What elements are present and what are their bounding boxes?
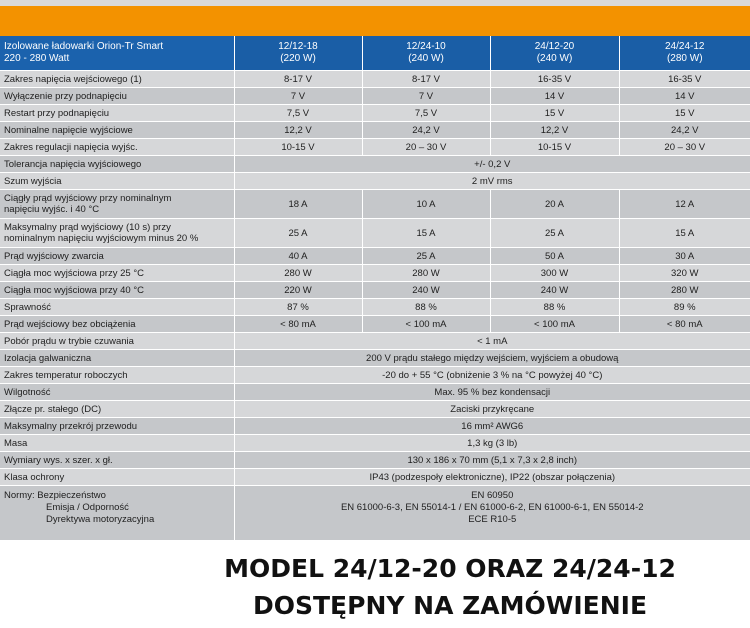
cell-value: 89 %: [619, 299, 750, 316]
table-row: [0, 190, 750, 219]
cell-value: 15 A: [619, 219, 750, 248]
row-label: Wyłączenie przy podnapięciu: [0, 88, 234, 105]
row-label: Sprawność: [0, 299, 234, 316]
table-row: [0, 435, 750, 452]
table-row: [0, 418, 750, 435]
cell-value: 24,2 V: [362, 122, 490, 139]
table-row: [0, 384, 750, 401]
row-label: Zakres temperatur roboczych: [0, 367, 234, 384]
cell-value: 280 W: [619, 282, 750, 299]
cell-value: < 100 mA: [362, 316, 490, 333]
row-label: Szum wyjścia: [0, 173, 234, 190]
cell-value: 20 – 30 V: [619, 139, 750, 156]
table-row: [0, 88, 750, 105]
spanned-value: 2 mV rms: [234, 173, 750, 190]
spanned-value: +/- 0,2 V: [234, 156, 750, 173]
standards-label: Normy: Bezpieczeństwo: [4, 490, 106, 501]
row-label: [0, 190, 234, 219]
row-label: Pobór prądu w trybie czuwania: [0, 333, 234, 350]
spanned-value: Max. 95 % bez kondensacji: [234, 384, 750, 401]
notice-line2: DOSTĘPNY NA ZAMÓWIENIE: [252, 591, 648, 620]
row-label: Klasa ochrony: [0, 469, 234, 486]
spanned-value: [234, 486, 750, 541]
standards-label: Emisja / Odporność: [46, 502, 129, 513]
cell-value: 25 A: [490, 219, 619, 248]
row-label: Prąd wejściowy bez obciążenia: [0, 316, 234, 333]
model-header: [619, 36, 750, 71]
table-row: [0, 282, 750, 299]
model-power: (220 W): [280, 53, 316, 64]
model-name: 24/24-12: [665, 41, 705, 52]
spanned-value: 1,3 kg (3 lb): [234, 435, 750, 452]
row-label-line2: nominalnym napięciu wyjściowym minus 20 %: [4, 233, 199, 244]
standards-value: EN 61000-6-3, EN 55014-1 / EN 61000-6-2, EN 61000-6-1, EN 55014-2: [340, 502, 644, 513]
cell-value: 240 W: [362, 282, 490, 299]
spanned-value: 16 mm² AWG6: [234, 418, 750, 435]
cell-value: 15 A: [362, 219, 490, 248]
spanned-value: 200 V prądu stałego między wejściem, wyjściem a obudową: [234, 350, 750, 367]
row-label: [0, 219, 234, 248]
table-row: [0, 452, 750, 469]
table-row: [0, 316, 750, 333]
table-header-row: [0, 36, 750, 71]
row-label: [0, 486, 234, 541]
cell-value: 280 W: [362, 265, 490, 282]
cell-value: 50 A: [490, 248, 619, 265]
model-header: [490, 36, 619, 71]
standards-label: Dyrektywa motoryzacyjna: [46, 514, 155, 525]
row-label-line1: Ciągły prąd wyjściowy przy nominalnym: [4, 193, 172, 204]
cell-value: 87 %: [234, 299, 362, 316]
cell-value: 15 V: [619, 105, 750, 122]
cell-value: 10-15 V: [234, 139, 362, 156]
table-row: [0, 333, 750, 350]
cell-value: 7 V: [234, 88, 362, 105]
cell-value: 16-35 V: [619, 71, 750, 88]
row-label-line2: napięciu wyjśc. i 40 °C: [4, 204, 100, 215]
table-row: [0, 265, 750, 282]
model-power: (240 W): [408, 53, 444, 64]
cell-value: 10 A: [362, 190, 490, 219]
spanned-value: IP43 (podzespoły elektroniczne), IP22 (obszar połączenia): [234, 469, 750, 486]
cell-value: < 100 mA: [490, 316, 619, 333]
availability-notice: [180, 550, 720, 624]
cell-value: 7,5 V: [362, 105, 490, 122]
table-row: [0, 219, 750, 248]
cell-value: 16-35 V: [490, 71, 619, 88]
cell-value: 30 A: [619, 248, 750, 265]
cell-value: 300 W: [490, 265, 619, 282]
model-name: 12/12-18: [278, 41, 318, 52]
cell-value: 14 V: [619, 88, 750, 105]
table-row: [0, 486, 750, 541]
row-label-line1: Maksymalny prąd wyjściowy (10 s) przy: [4, 222, 171, 233]
notice-line1: MODEL 24/12-20 ORAZ 24/24-12: [224, 554, 676, 583]
table-row: [0, 173, 750, 190]
cell-value: < 80 mA: [619, 316, 750, 333]
orange-banner: [0, 6, 750, 36]
model-header: [234, 36, 362, 71]
spanned-value: -20 do + 55 °C (obniżenie 3 % na °C powyżej 40 °C): [234, 367, 750, 384]
table-row: [0, 350, 750, 367]
row-label: Maksymalny przekrój przewodu: [0, 418, 234, 435]
cell-value: 25 A: [234, 219, 362, 248]
model-power: (280 W): [666, 53, 703, 64]
cell-value: 12 A: [619, 190, 750, 219]
row-label: Ciągła moc wyjściowa przy 25 °C: [0, 265, 234, 282]
row-label: Masa: [0, 435, 234, 452]
table-title-line1: Izolowane ładowarki Orion-Tr Smart: [4, 41, 164, 52]
table-row: [0, 122, 750, 139]
spanned-value: 130 x 186 x 70 mm (5,1 x 7,3 x 2,8 inch): [234, 452, 750, 469]
cell-value: 24,2 V: [619, 122, 750, 139]
table-row: [0, 299, 750, 316]
row-label: Złącze pr. stałego (DC): [0, 401, 234, 418]
row-label: Wymiary wys. x szer. x gł.: [0, 452, 234, 469]
spanned-value: Zaciski przykręcane: [234, 401, 750, 418]
model-name: 24/12-20: [534, 41, 575, 52]
cell-value: 8-17 V: [234, 71, 362, 88]
standards-value: EN 60950: [471, 490, 514, 501]
cell-value: 20 – 30 V: [362, 139, 490, 156]
cell-value: < 80 mA: [234, 316, 362, 333]
cell-value: 40 A: [234, 248, 362, 265]
table-row: [0, 105, 750, 122]
cell-value: 18 A: [234, 190, 362, 219]
cell-value: 7,5 V: [234, 105, 362, 122]
table-title: [0, 36, 234, 71]
cell-value: 320 W: [619, 265, 750, 282]
cell-value: 10-15 V: [490, 139, 619, 156]
cell-value: 12,2 V: [234, 122, 362, 139]
table-row: [0, 401, 750, 418]
row-label: Izolacja galwaniczna: [0, 350, 234, 367]
cell-value: 8-17 V: [362, 71, 490, 88]
spec-table: [0, 36, 750, 540]
model-header: [362, 36, 490, 71]
cell-value: 15 V: [490, 105, 619, 122]
spanned-value: < 1 mA: [234, 333, 750, 350]
cell-value: 7 V: [362, 88, 490, 105]
table-title-line2: 220 - 280 Watt: [4, 53, 70, 64]
table-row: [0, 156, 750, 173]
row-label: Wilgotność: [0, 384, 234, 401]
cell-value: 280 W: [234, 265, 362, 282]
row-label: Ciągła moc wyjściowa przy 40 °C: [0, 282, 234, 299]
row-label: Nominalne napięcie wyjściowe: [0, 122, 234, 139]
table-row: [0, 248, 750, 265]
table-row: [0, 469, 750, 486]
row-label: Tolerancja napięcia wyjściowego: [0, 156, 234, 173]
model-name: 12/24-10: [406, 41, 446, 52]
cell-value: 88 %: [362, 299, 490, 316]
cell-value: 20 A: [490, 190, 619, 219]
row-label: Zakres regulacji napięcia wyjśc.: [0, 139, 234, 156]
row-label: Zakres napięcia wejściowego (1): [0, 71, 234, 88]
cell-value: 14 V: [490, 88, 619, 105]
table-row: [0, 71, 750, 88]
row-label: Restart przy podnapięciu: [0, 105, 234, 122]
cell-value: 88 %: [490, 299, 619, 316]
row-label: Prąd wyjściowy zwarcia: [0, 248, 234, 265]
model-power: (240 W): [536, 53, 573, 64]
standards-value: ECE R10-5: [468, 514, 517, 525]
cell-value: 25 A: [362, 248, 490, 265]
cell-value: 220 W: [234, 282, 362, 299]
cell-value: 240 W: [490, 282, 619, 299]
table-row: [0, 139, 750, 156]
cell-value: 12,2 V: [490, 122, 619, 139]
table-row: [0, 367, 750, 384]
